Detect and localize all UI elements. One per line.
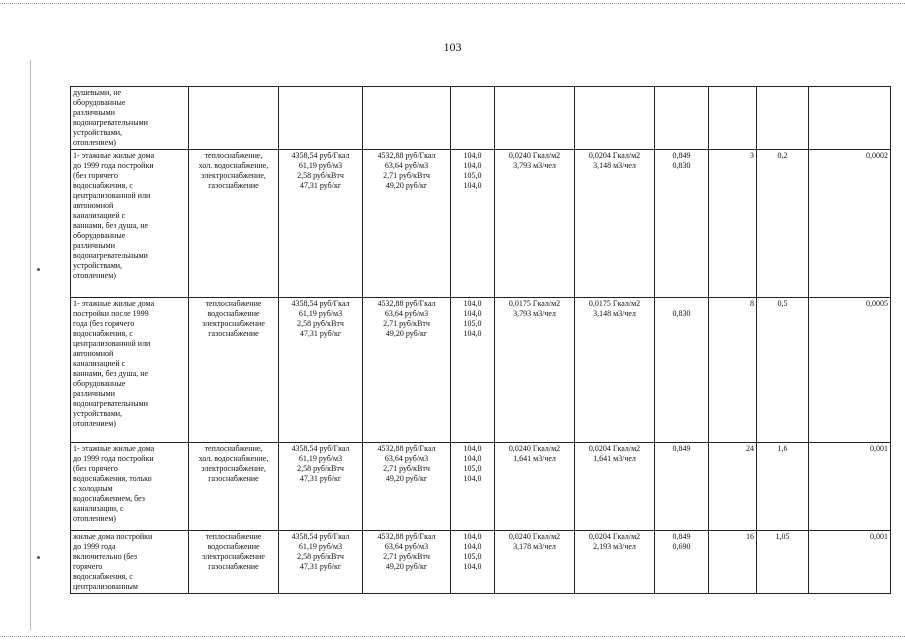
value-col10-cell bbox=[757, 298, 809, 443]
index-cell-text: 104,0 104,0 105,0 104,0 bbox=[463, 444, 482, 483]
value-col9-cell-text: 16 bbox=[746, 532, 754, 541]
value-col10-cell bbox=[757, 150, 809, 298]
housing-type-cell bbox=[71, 531, 189, 594]
norm-current-cell bbox=[495, 87, 575, 150]
services-cell-text: теплоснабжение водоснабжение электроснабжение газоснабжение bbox=[202, 299, 265, 338]
services-cell bbox=[189, 150, 279, 298]
value-col10-cell bbox=[757, 443, 809, 531]
housing-type-cell bbox=[71, 298, 189, 443]
norm-current-cell-text: 0,0240 Гкал/м2 3,793 м3/чел bbox=[508, 151, 561, 170]
value-col11-cell bbox=[809, 298, 891, 443]
norm-next-cell-text: 0,0204 Гкал/м2 1,641 м3/чел bbox=[588, 444, 641, 463]
coefficient-cell bbox=[655, 87, 709, 150]
norm-next-cell bbox=[575, 298, 655, 443]
tariff-current-cell bbox=[279, 298, 363, 443]
index-cell-text: 104,0 104,0 105,0 104,0 bbox=[463, 532, 482, 571]
coefficient-cell-text: 0,830 bbox=[672, 309, 691, 318]
scan-edge-top bbox=[0, 3, 905, 4]
services-cell bbox=[189, 87, 279, 150]
value-col9-cell-text: 3 bbox=[750, 151, 754, 160]
services-cell-text: теплоснабжение, хол. водоснабжение, электроснабжение, газоснабжение bbox=[198, 151, 269, 190]
housing-type-cell-text: 1- этажные жилые дома постройки после 1999 года (без горячего водоснабжения, с централизованной или автономной канализацией с ваннами, без душа, не оборудованные различными водонагревательными устройствами, отоплением) bbox=[73, 299, 155, 428]
value-col11-cell-text: 0,001 bbox=[870, 532, 888, 541]
index-cell bbox=[451, 150, 495, 298]
value-col11-cell-text: 0,0002 bbox=[866, 151, 888, 160]
coefficient-cell bbox=[655, 298, 709, 443]
binding-margin-line bbox=[30, 60, 31, 630]
value-col11-cell bbox=[809, 443, 891, 531]
housing-type-cell-text: 1- этажные жилые дома до 1999 года постройки (без горячего водоснабжения, с централизованной или автономной канализацией с ваннами, без душа, не оборудованные различными водонагревательными устройствами, отоплением) bbox=[73, 151, 155, 280]
tariff-current-cell bbox=[279, 443, 363, 531]
value-col10-cell-text: 1,6 bbox=[777, 444, 788, 453]
services-cell bbox=[189, 443, 279, 531]
index-cell bbox=[451, 531, 495, 594]
tariff-next-cell bbox=[363, 443, 451, 531]
housing-type-cell-text: душевыми, не оборудованные различными водонагревательными устройствами, отоплением) bbox=[73, 88, 148, 147]
tariff-current-cell-text: 4358,54 руб/Гкал 61,19 руб/м3 2,58 руб/кВтч 47,31 руб/кг bbox=[291, 532, 350, 571]
table-row bbox=[71, 87, 891, 150]
services-cell-text: теплоснабжение водоснабжение электроснабжение газоснабжение bbox=[202, 532, 265, 571]
tariff-next-cell-text: 4532,88 руб/Гкал 63,64 руб/м3 2,71 руб/кВтч 49,20 руб/кг bbox=[377, 444, 436, 483]
tariff-next-cell bbox=[363, 531, 451, 594]
value-col9-cell-text: 8 bbox=[750, 299, 754, 308]
value-col11-cell bbox=[809, 531, 891, 594]
tariff-table bbox=[70, 86, 891, 594]
tariff-next-cell-text: 4532,88 руб/Гкал 63,64 руб/м3 2,71 руб/кВтч 49,20 руб/кг bbox=[377, 532, 436, 571]
coefficient-cell bbox=[655, 443, 709, 531]
coefficient-cell-text: 0,849 0,690 bbox=[672, 532, 691, 551]
value-col11-cell-text: 0,0005 bbox=[866, 299, 888, 308]
tariff-current-cell-text: 4358,54 руб/Гкал 61,19 руб/м3 2,58 руб/кВтч 47,31 руб/кг bbox=[291, 299, 350, 338]
index-cell-text: 104,0 104,0 105,0 104,0 bbox=[463, 151, 482, 190]
norm-current-cell-text: 0,0175 Гкал/м2 3,793 м3/чел bbox=[508, 299, 561, 318]
housing-type-cell bbox=[71, 87, 189, 150]
tariff-next-cell bbox=[363, 87, 451, 150]
tariff-next-cell bbox=[363, 150, 451, 298]
norm-current-cell bbox=[495, 298, 575, 443]
value-col10-cell-text: 0,5 bbox=[777, 299, 788, 308]
tariff-current-cell-text: 4358,54 руб/Гкал 61,19 руб/м3 2,58 руб/кВтч 47,31 руб/кг bbox=[291, 444, 350, 483]
services-cell bbox=[189, 298, 279, 443]
norm-next-cell bbox=[575, 531, 655, 594]
table-row bbox=[71, 298, 891, 443]
value-col9-cell bbox=[709, 298, 757, 443]
value-col11-cell bbox=[809, 87, 891, 150]
scan-edge-bottom bbox=[0, 636, 905, 637]
housing-type-cell bbox=[71, 150, 189, 298]
value-col9-cell bbox=[709, 87, 757, 150]
norm-current-cell bbox=[495, 531, 575, 594]
norm-current-cell-text: 0,0240 Гкал/м2 1,641 м3/чел bbox=[508, 444, 561, 463]
tariff-current-cell bbox=[279, 531, 363, 594]
index-cell bbox=[451, 298, 495, 443]
coefficient-cell-text: 0,849 0,830 bbox=[672, 151, 691, 170]
norm-current-cell bbox=[495, 443, 575, 531]
tariff-next-cell-text: 4532,88 руб/Гкал 63,64 руб/м3 2,71 руб/кВтч 49,20 руб/кг bbox=[377, 299, 436, 338]
housing-type-cell-text: 1- этажные жилые дома до 1999 года постройки (без горячего водоснабжения, только с холодным водоснабжением, без канализации, с отоплением) bbox=[73, 444, 155, 523]
value-col9-cell bbox=[709, 531, 757, 594]
norm-next-cell-text: 0,0204 Гкал/м2 2,193 м3/чел bbox=[588, 532, 641, 551]
coefficient-cell bbox=[655, 531, 709, 594]
tariff-next-cell bbox=[363, 298, 451, 443]
table-row bbox=[71, 443, 891, 531]
services-cell-text: теплоснабжение, хол. водоснабжение, электроснабжение, газоснабжение bbox=[198, 444, 269, 483]
tariff-current-cell-text: 4358,54 руб/Гкал 61,19 руб/м3 2,58 руб/кВтч 47,31 руб/кг bbox=[291, 151, 350, 190]
norm-current-cell-text: 0,0240 Гкал/м2 3,178 м3/чел bbox=[508, 532, 561, 551]
norm-current-cell bbox=[495, 150, 575, 298]
norm-next-cell bbox=[575, 443, 655, 531]
norm-next-cell-text: 0,0204 Гкал/м2 3,148 м3/чел bbox=[588, 151, 641, 170]
value-col10-cell bbox=[757, 87, 809, 150]
norm-next-cell bbox=[575, 150, 655, 298]
value-col9-cell bbox=[709, 443, 757, 531]
tariff-current-cell bbox=[279, 87, 363, 150]
tariff-next-cell-text: 4532,88 руб/Гкал 63,64 руб/м3 2,71 руб/кВтч 49,20 руб/кг bbox=[377, 151, 436, 190]
norm-next-cell-text: 0,0175 Гкал/м2 3,148 м3/чел bbox=[588, 299, 641, 318]
page-number: 103 bbox=[443, 40, 462, 54]
services-cell bbox=[189, 531, 279, 594]
value-col10-cell-text: 1,05 bbox=[775, 532, 790, 541]
value-col11-cell-text: 0,001 bbox=[870, 444, 888, 453]
margin-mark bbox=[37, 556, 40, 559]
value-col10-cell-text: 0,2 bbox=[777, 151, 788, 160]
value-col10-cell bbox=[757, 531, 809, 594]
index-cell bbox=[451, 443, 495, 531]
table-row bbox=[71, 150, 891, 298]
value-col11-cell bbox=[809, 150, 891, 298]
coefficient-cell bbox=[655, 150, 709, 298]
norm-next-cell bbox=[575, 87, 655, 150]
value-col9-cell bbox=[709, 150, 757, 298]
index-cell-text: 104,0 104,0 105,0 104,0 bbox=[463, 299, 482, 338]
value-col9-cell-text: 24 bbox=[746, 444, 754, 453]
housing-type-cell-text: жилые дома постройки до 1999 года включительно (без горячего водоснабжения, с централизованным bbox=[73, 532, 153, 591]
housing-type-cell bbox=[71, 443, 189, 531]
margin-mark bbox=[37, 268, 40, 271]
coefficient-cell-text: 0,849 bbox=[672, 444, 691, 453]
tariff-current-cell bbox=[279, 150, 363, 298]
index-cell bbox=[451, 87, 495, 150]
table-row bbox=[71, 531, 891, 594]
